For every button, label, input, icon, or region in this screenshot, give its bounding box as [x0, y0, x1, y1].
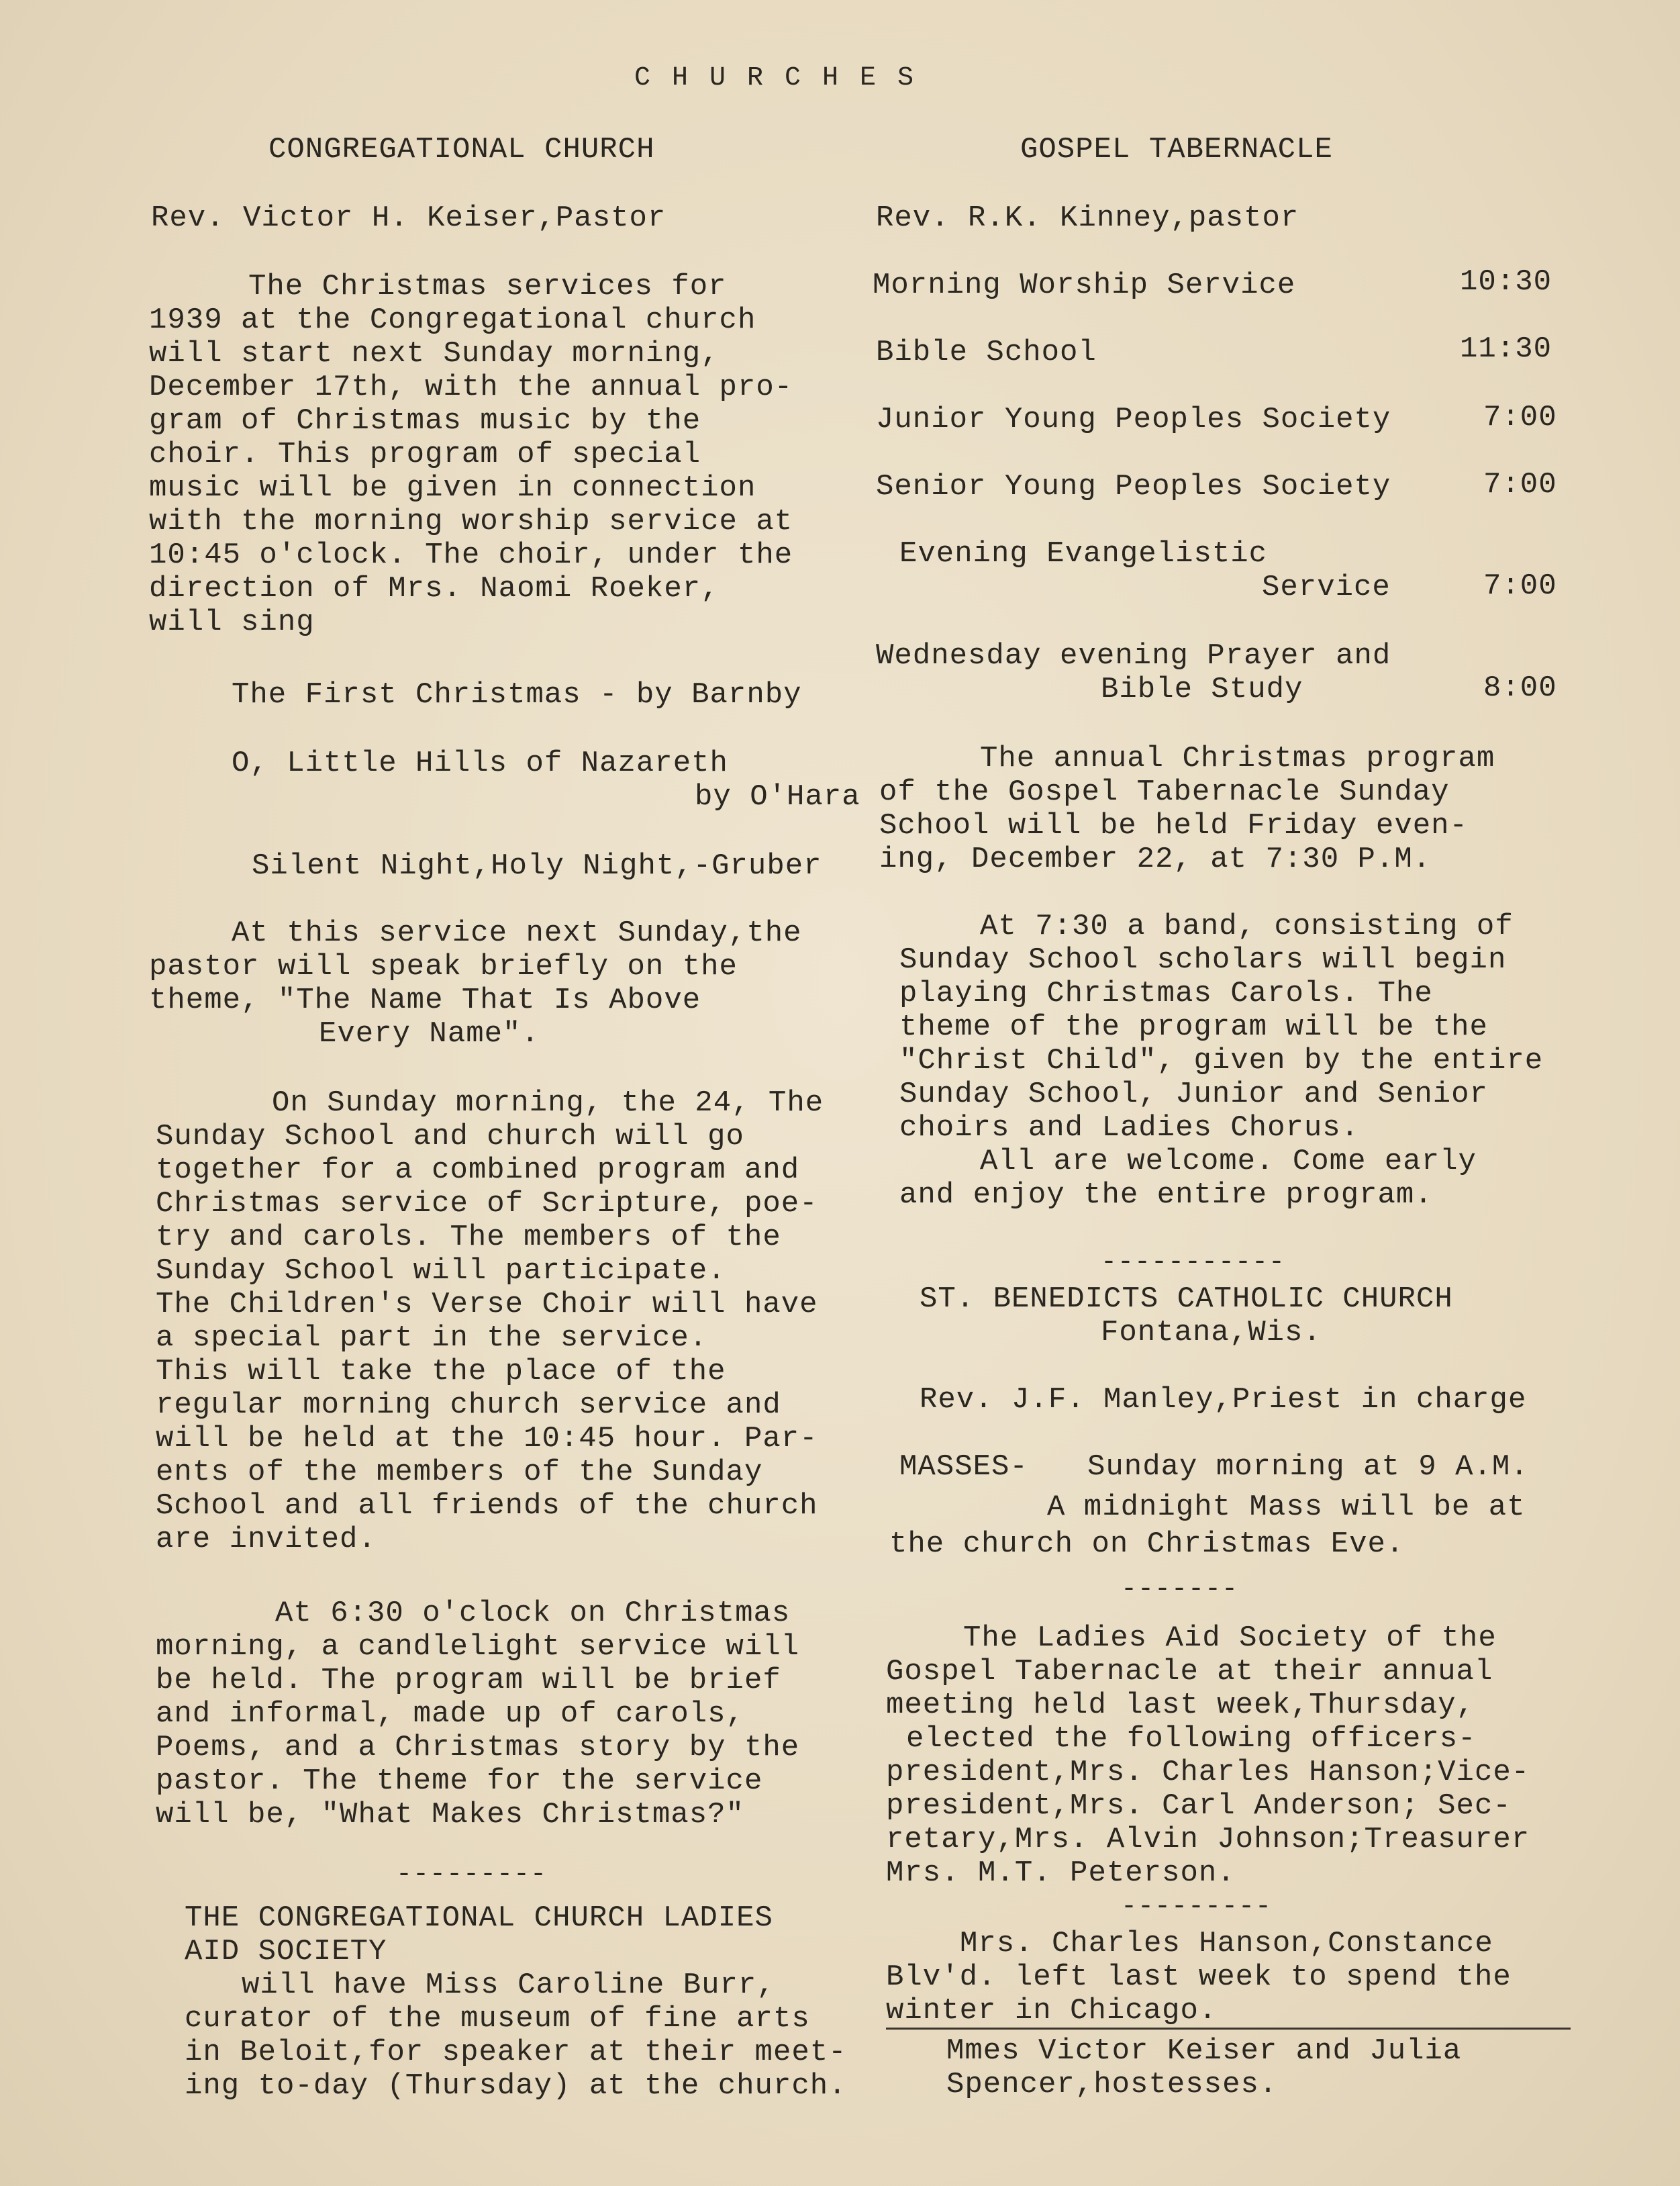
left-para1-line: gram of Christmas music by the [149, 404, 701, 438]
tabernacle-ladies-aid-line: Mrs. M.T. Peterson. [886, 1856, 1236, 1890]
schedule-time: 7:00 [1483, 401, 1557, 434]
left-para4-line: At 6:30 o'clock on Christmas [275, 1597, 791, 1630]
left-para4-line: morning, a candlelight service will [156, 1630, 800, 1664]
left-para3-line: together for a combined program and [156, 1153, 800, 1187]
left-separator: --------- [396, 1860, 548, 1890]
midnight-mass: the church on Christmas Eve. [889, 1527, 1405, 1561]
schedule-time: 7:00 [1483, 468, 1557, 502]
ladies-aid-line: ing to-day (Thursday) at the church. [185, 2069, 847, 2103]
hanson-note-line: Mrs. Charles Hanson,Constance [960, 1927, 1493, 1960]
catholic-heading: ST. BENEDICTS CATHOLIC CHURCH [920, 1282, 1453, 1316]
right-para1-line: School will be held Friday even- [879, 809, 1468, 843]
hanson-note-line: winter in Chicago. [886, 1994, 1218, 2028]
left-para1-line: will sing [149, 606, 315, 639]
left-para4-line: be held. The program will be brief [156, 1664, 781, 1697]
left-para3-line: Sunday School and church will go [156, 1120, 744, 1153]
schedule-time: 11:30 [1460, 332, 1552, 366]
evening-evangelistic: Evening Evangelistic [899, 537, 1268, 571]
evening-service: Service [1262, 571, 1391, 604]
wednesday-time: 8:00 [1483, 671, 1557, 705]
schedule-label: Morning Worship Service [873, 269, 1296, 302]
ladies-aid-line: in Beloit,for speaker at their meet- [185, 2036, 847, 2069]
masses-label: MASSES- [899, 1450, 1028, 1484]
right-para2-line: Sunday School scholars will begin [899, 943, 1507, 977]
left-para3-line: regular morning church service and [156, 1388, 781, 1422]
song-silent-night: Silent Night,Holy Night,-Gruber [252, 849, 822, 883]
ladies-aid-heading: THE CONGREGATIONAL CHURCH LADIES [185, 1901, 773, 1935]
tabernacle-ladies-aid-line: meeting held last week,Thursday, [886, 1689, 1475, 1722]
right-para2-line: playing Christmas Carols. The [899, 977, 1433, 1010]
right-separator: ------- [1121, 1574, 1239, 1605]
right-para2-line: Sunday School, Junior and Senior [899, 1078, 1488, 1111]
right-para2-line: At 7:30 a band, consisting of [980, 910, 1514, 943]
left-para1-line: 10:45 o'clock. The choir, under the [149, 538, 793, 572]
schedule-label: Senior Young Peoples Society [876, 470, 1391, 504]
left-para3-line: Christmas service of Scripture, poe- [156, 1187, 818, 1221]
left-para1-line: The Christmas services for [248, 270, 727, 303]
left-para3-line: will be held at the 10:45 hour. Par- [156, 1422, 818, 1456]
left-para3-line: This will take the place of the [156, 1355, 726, 1388]
congregational-heading: CONGREGATIONAL CHURCH [268, 133, 655, 167]
midnight-mass: A midnight Mass will be at [1047, 1490, 1526, 1524]
right-separator: --------- [1121, 1892, 1273, 1922]
left-para4-line: pastor. The theme for the service [156, 1764, 763, 1798]
catholic-priest: Rev. J.F. Manley,Priest in charge [920, 1383, 1527, 1417]
catholic-place: Fontana,Wis. [1101, 1316, 1322, 1349]
hanson-note-line: Blv'd. left last week to spend the [886, 1960, 1512, 1994]
left-para1-line: direction of Mrs. Naomi Roeker, [149, 572, 720, 606]
hostesses-line: Spencer,hostesses. [946, 2068, 1278, 2101]
right-para2-line: "Christ Child", given by the entire [899, 1044, 1544, 1078]
left-para4-line: will be, "What Makes Christmas?" [156, 1798, 744, 1832]
left-para3-line: The Children's Verse Choir will have [156, 1288, 818, 1321]
left-para3-line: Sunday School will participate. [156, 1254, 726, 1288]
congregational-pastor: Rev. Victor H. Keiser,Pastor [151, 201, 666, 235]
tabernacle-ladies-aid-line: president,Mrs. Carl Anderson; Sec- [886, 1789, 1512, 1823]
song-first-christmas: The First Christmas - by Barnby [232, 678, 802, 712]
wednesday-bible-study: Bible Study [1101, 673, 1303, 706]
schedule-label: Bible School [876, 336, 1097, 369]
ladies-aid-line: curator of the museum of fine arts [185, 2002, 810, 2036]
underline-rule [886, 2028, 1571, 2030]
left-para1-line: with the morning worship service at [149, 505, 793, 538]
wednesday-prayer: Wednesday evening Prayer and [876, 639, 1391, 673]
ladies-aid-line: will have Miss Caroline Burr, [242, 1968, 775, 2002]
schedule-label: Junior Young Peoples Society [876, 403, 1391, 436]
song-little-hills: O, Little Hills of Nazareth [232, 747, 728, 780]
masses-time: Sunday morning at 9 A.M. [1087, 1450, 1529, 1484]
tabernacle-pastor: Rev. R.K. Kinney,pastor [876, 201, 1299, 235]
left-para3-line: are invited. [156, 1523, 377, 1556]
left-para2-line: Every Name". [319, 1017, 540, 1051]
right-para2-line: choirs and Ladies Chorus. [899, 1111, 1360, 1145]
left-para3-line: a special part in the service. [156, 1321, 708, 1355]
left-para2-line: At this service next Sunday,the [232, 916, 802, 950]
left-para3-line: try and carols. The members of the [156, 1221, 781, 1254]
tabernacle-ladies-aid-line: elected the following officers- [906, 1722, 1477, 1756]
tabernacle-ladies-aid-line: Gospel Tabernacle at their annual [886, 1655, 1493, 1689]
song-little-hills-author: by O'Hara [695, 780, 860, 814]
schedule-time: 10:30 [1460, 265, 1552, 299]
tabernacle-ladies-aid-line: retary,Mrs. Alvin Johnson;Treasurer [886, 1823, 1530, 1856]
evening-time: 7:00 [1483, 569, 1557, 603]
left-para1-line: will start next Sunday morning, [149, 337, 720, 371]
right-separator: ----------- [1101, 1247, 1286, 1278]
left-para3-line: On Sunday morning, the 24, The [272, 1086, 824, 1120]
left-para1-line: December 17th, with the annual pro- [149, 371, 793, 404]
right-para2-line: All are welcome. Come early [980, 1145, 1477, 1178]
left-para3-line: School and all friends of the church [156, 1489, 818, 1523]
tabernacle-ladies-aid-line: president,Mrs. Charles Hanson;Vice- [886, 1756, 1530, 1789]
left-para1-line: music will be given in connection [149, 471, 756, 505]
right-para2-line: and enjoy the entire program. [899, 1178, 1433, 1212]
hostesses-line: Mmes Victor Keiser and Julia [946, 2034, 1462, 2068]
left-para2-line: pastor will speak briefly on the [149, 950, 738, 984]
left-para2-line: theme, "The Name That Is Above [149, 984, 701, 1017]
left-para4-line: Poems, and a Christmas story by the [156, 1731, 800, 1764]
left-para4-line: and informal, made up of carols, [156, 1697, 744, 1731]
right-para1-line: ing, December 22, at 7:30 P.M. [879, 843, 1432, 876]
page-title: C H U R C H E S [634, 63, 917, 93]
tabernacle-ladies-aid-line: The Ladies Aid Society of the [963, 1621, 1497, 1655]
right-para2-line: theme of the program will be the [899, 1010, 1488, 1044]
tabernacle-heading: GOSPEL TABERNACLE [1020, 133, 1333, 167]
left-para1-line: choir. This program of special [149, 438, 701, 471]
right-para1-line: The annual Christmas program [980, 742, 1495, 775]
left-para1-line: 1939 at the Congregational church [149, 303, 756, 337]
right-para1-line: of the Gospel Tabernacle Sunday [879, 775, 1450, 809]
ladies-aid-heading: AID SOCIETY [185, 1935, 387, 1968]
left-para3-line: ents of the members of the Sunday [156, 1456, 763, 1489]
